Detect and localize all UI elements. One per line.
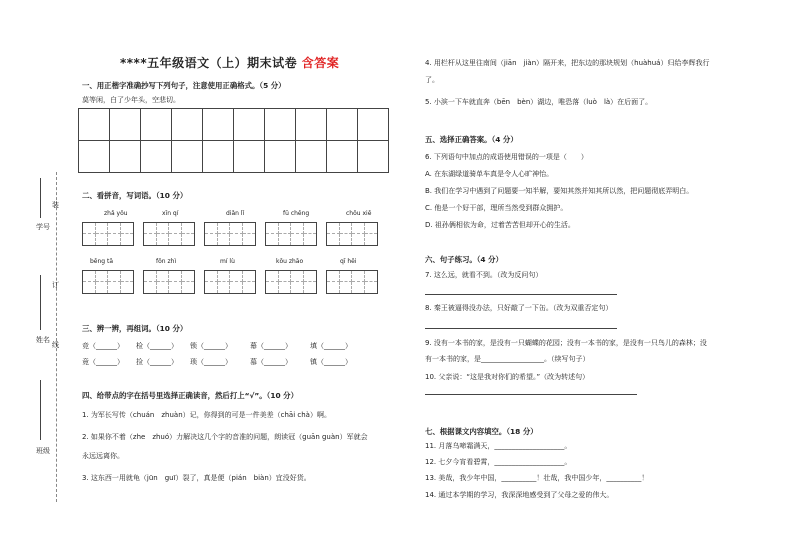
section3-heading: 三、辨一辨，再组词。（10 分） — [82, 324, 188, 333]
pinyin-6: bēng tā — [90, 258, 114, 265]
word-8[interactable]: 琐（______） — [190, 358, 232, 366]
section5-heading: 五、选择正确答案。（4 分） — [425, 135, 518, 144]
pinyin-10: qī hēi — [340, 258, 357, 265]
answer-line[interactable] — [425, 328, 617, 329]
field-class: 班级 — [36, 447, 50, 455]
pronunciation-item: 永远远离你。 — [82, 452, 124, 460]
question-6: 6. 下列语句中加点的成语使用错误的一项是（ ） — [425, 153, 588, 161]
pinyin-9: kōu zhāo — [276, 258, 304, 265]
pinyin-5: chōu xiē — [346, 210, 372, 217]
answer-line[interactable] — [425, 294, 617, 295]
title-answer-tag: 含答案 — [301, 56, 340, 70]
word-6[interactable]: 竟（______） — [82, 358, 124, 366]
tianzi-box[interactable] — [326, 270, 378, 294]
binding-line — [56, 172, 57, 502]
name-blank[interactable] — [40, 275, 42, 330]
sentence-item-8: 8. 秦王被逼得没办法，只好敲了一下缶。（改为双重否定句） — [425, 304, 613, 312]
pinyin-3: diǎn lǐ — [226, 210, 245, 217]
tianzi-box[interactable] — [82, 270, 134, 294]
sentence-item-9-cont: 有一本书的家，是__________________。（续写句子） — [425, 355, 590, 363]
word-5[interactable]: 填（______） — [310, 342, 352, 350]
word-1[interactable]: 竞（______） — [82, 342, 124, 350]
sentence-item-10: 10. 父亲说：“这是我对你们的希望。”（改为转述句） — [425, 373, 590, 381]
option-b[interactable]: B. 我们在学习中遇到了问题要一知半解，要知其然并知其所以然，把问题彻底弄明白。 — [425, 187, 694, 195]
writing-grid[interactable] — [78, 108, 389, 173]
field-name: 姓名 — [36, 336, 50, 344]
pronunciation-item: 1. 为军长写传（chuán zhuàn）记，你得到的可是一件美差（chāi chà）啊。 — [82, 411, 331, 419]
pinyin-7: fǒn zhì — [156, 258, 177, 265]
tianzi-box[interactable] — [204, 270, 256, 294]
section1-sentence: 莫等闲，白了少年头，空悲切。 — [82, 96, 180, 104]
pronunciation-item: 5. 小滨一下车就直奔（bēn bèn）湖边，唯恐落（luò là）在后面了。 — [425, 98, 653, 106]
tianzi-box[interactable] — [265, 270, 317, 294]
option-a[interactable]: A. 在东湖绿道骑单车真是令人心旷神怡。 — [425, 170, 554, 178]
tianzi-box[interactable] — [204, 222, 256, 246]
section4-heading: 四、给带点的字在括号里选择正确读音，然后打上“√”。（10 分） — [82, 391, 298, 400]
option-d[interactable]: D. 祖孙俩相依为命，过着苦苦但却开心的生活。 — [425, 221, 575, 229]
sentence-item-7: 7. 这么远，就看不到。（改为反问句） — [425, 271, 543, 279]
sentence-item-9: 9. 没有一本书的家，是没有一只蝴蝶的花园；没有一本书的家，是没有一只鸟儿的森林；没 — [425, 339, 707, 347]
pinyin-2: xīn qí — [162, 210, 179, 217]
section2-heading: 二、看拼音，写词语。（10 分） — [82, 191, 188, 200]
answer-line[interactable] — [425, 394, 637, 395]
section6-heading: 六、句子练习。（4 分） — [425, 255, 503, 264]
binding-label-3: 线 — [52, 341, 59, 349]
pinyin-1: zhǎ yǒu — [104, 210, 128, 217]
pinyin-8: mí lù — [220, 258, 235, 265]
word-3[interactable]: 锁（______） — [190, 342, 232, 350]
tianzi-box[interactable] — [265, 222, 317, 246]
tianzi-box[interactable] — [82, 222, 134, 246]
option-c[interactable]: C. 他是一个好干部，理所当然受到群众拥护。 — [425, 204, 568, 212]
tianzi-box[interactable] — [326, 222, 378, 246]
word-4[interactable]: 幕（______） — [250, 342, 292, 350]
fill-item-13: 13. 美哉，我少年中国，__________！壮哉，我中国少年，__________！ — [425, 474, 649, 482]
section1-heading: 一、用正楷字准确抄写下列句子，注意使用正确格式。（5 分） — [82, 81, 286, 90]
word-9[interactable]: 慕（______） — [250, 358, 292, 366]
section7-heading: 七、根据课文内容填空。（18 分） — [425, 427, 538, 436]
page-title — [120, 54, 339, 71]
tianzi-box[interactable] — [143, 222, 195, 246]
binding-label-2: 订 — [52, 281, 59, 289]
pronunciation-item: 2. 如果你不着（zhe zhuó）力解决这几个字的音准的问题，朗读冠（guān guàn）军就会 — [82, 433, 368, 441]
pronunciation-item: 3. 这东西一用就龟（jūn guī）裂了，真是便（pián biàn）宜没好货。 — [82, 474, 311, 482]
word-2[interactable]: 检（______） — [136, 342, 178, 350]
pinyin-4: fū chěng — [283, 210, 310, 217]
title-main: ****五年级语文（上）期末试卷 — [120, 56, 298, 70]
binding-label-1: 装 — [52, 201, 59, 209]
word-7[interactable]: 捡（______） — [136, 358, 178, 366]
tianzi-box[interactable] — [143, 270, 195, 294]
field-student-number: 学号 — [36, 223, 50, 231]
word-10[interactable]: 镇（______） — [310, 358, 352, 366]
fill-item-14: 14. 通过本学期的学习，我深深地感受到了父母之爱的伟大。 — [425, 491, 614, 499]
fill-item-11: 11. 月落乌啼霜满天，____________________。 — [425, 442, 572, 450]
pronunciation-item: 4. 用栏杆从这里往南间（jiān jiàn）隔开来，把东边的那块规划（huàhuá）归给李辉我行 — [425, 59, 710, 67]
number-blank[interactable] — [40, 178, 42, 218]
pronunciation-item: 了。 — [425, 76, 439, 84]
fill-item-12: 12. 七夕今宵看碧霄，____________________。 — [425, 458, 572, 466]
class-blank[interactable] — [40, 380, 42, 440]
